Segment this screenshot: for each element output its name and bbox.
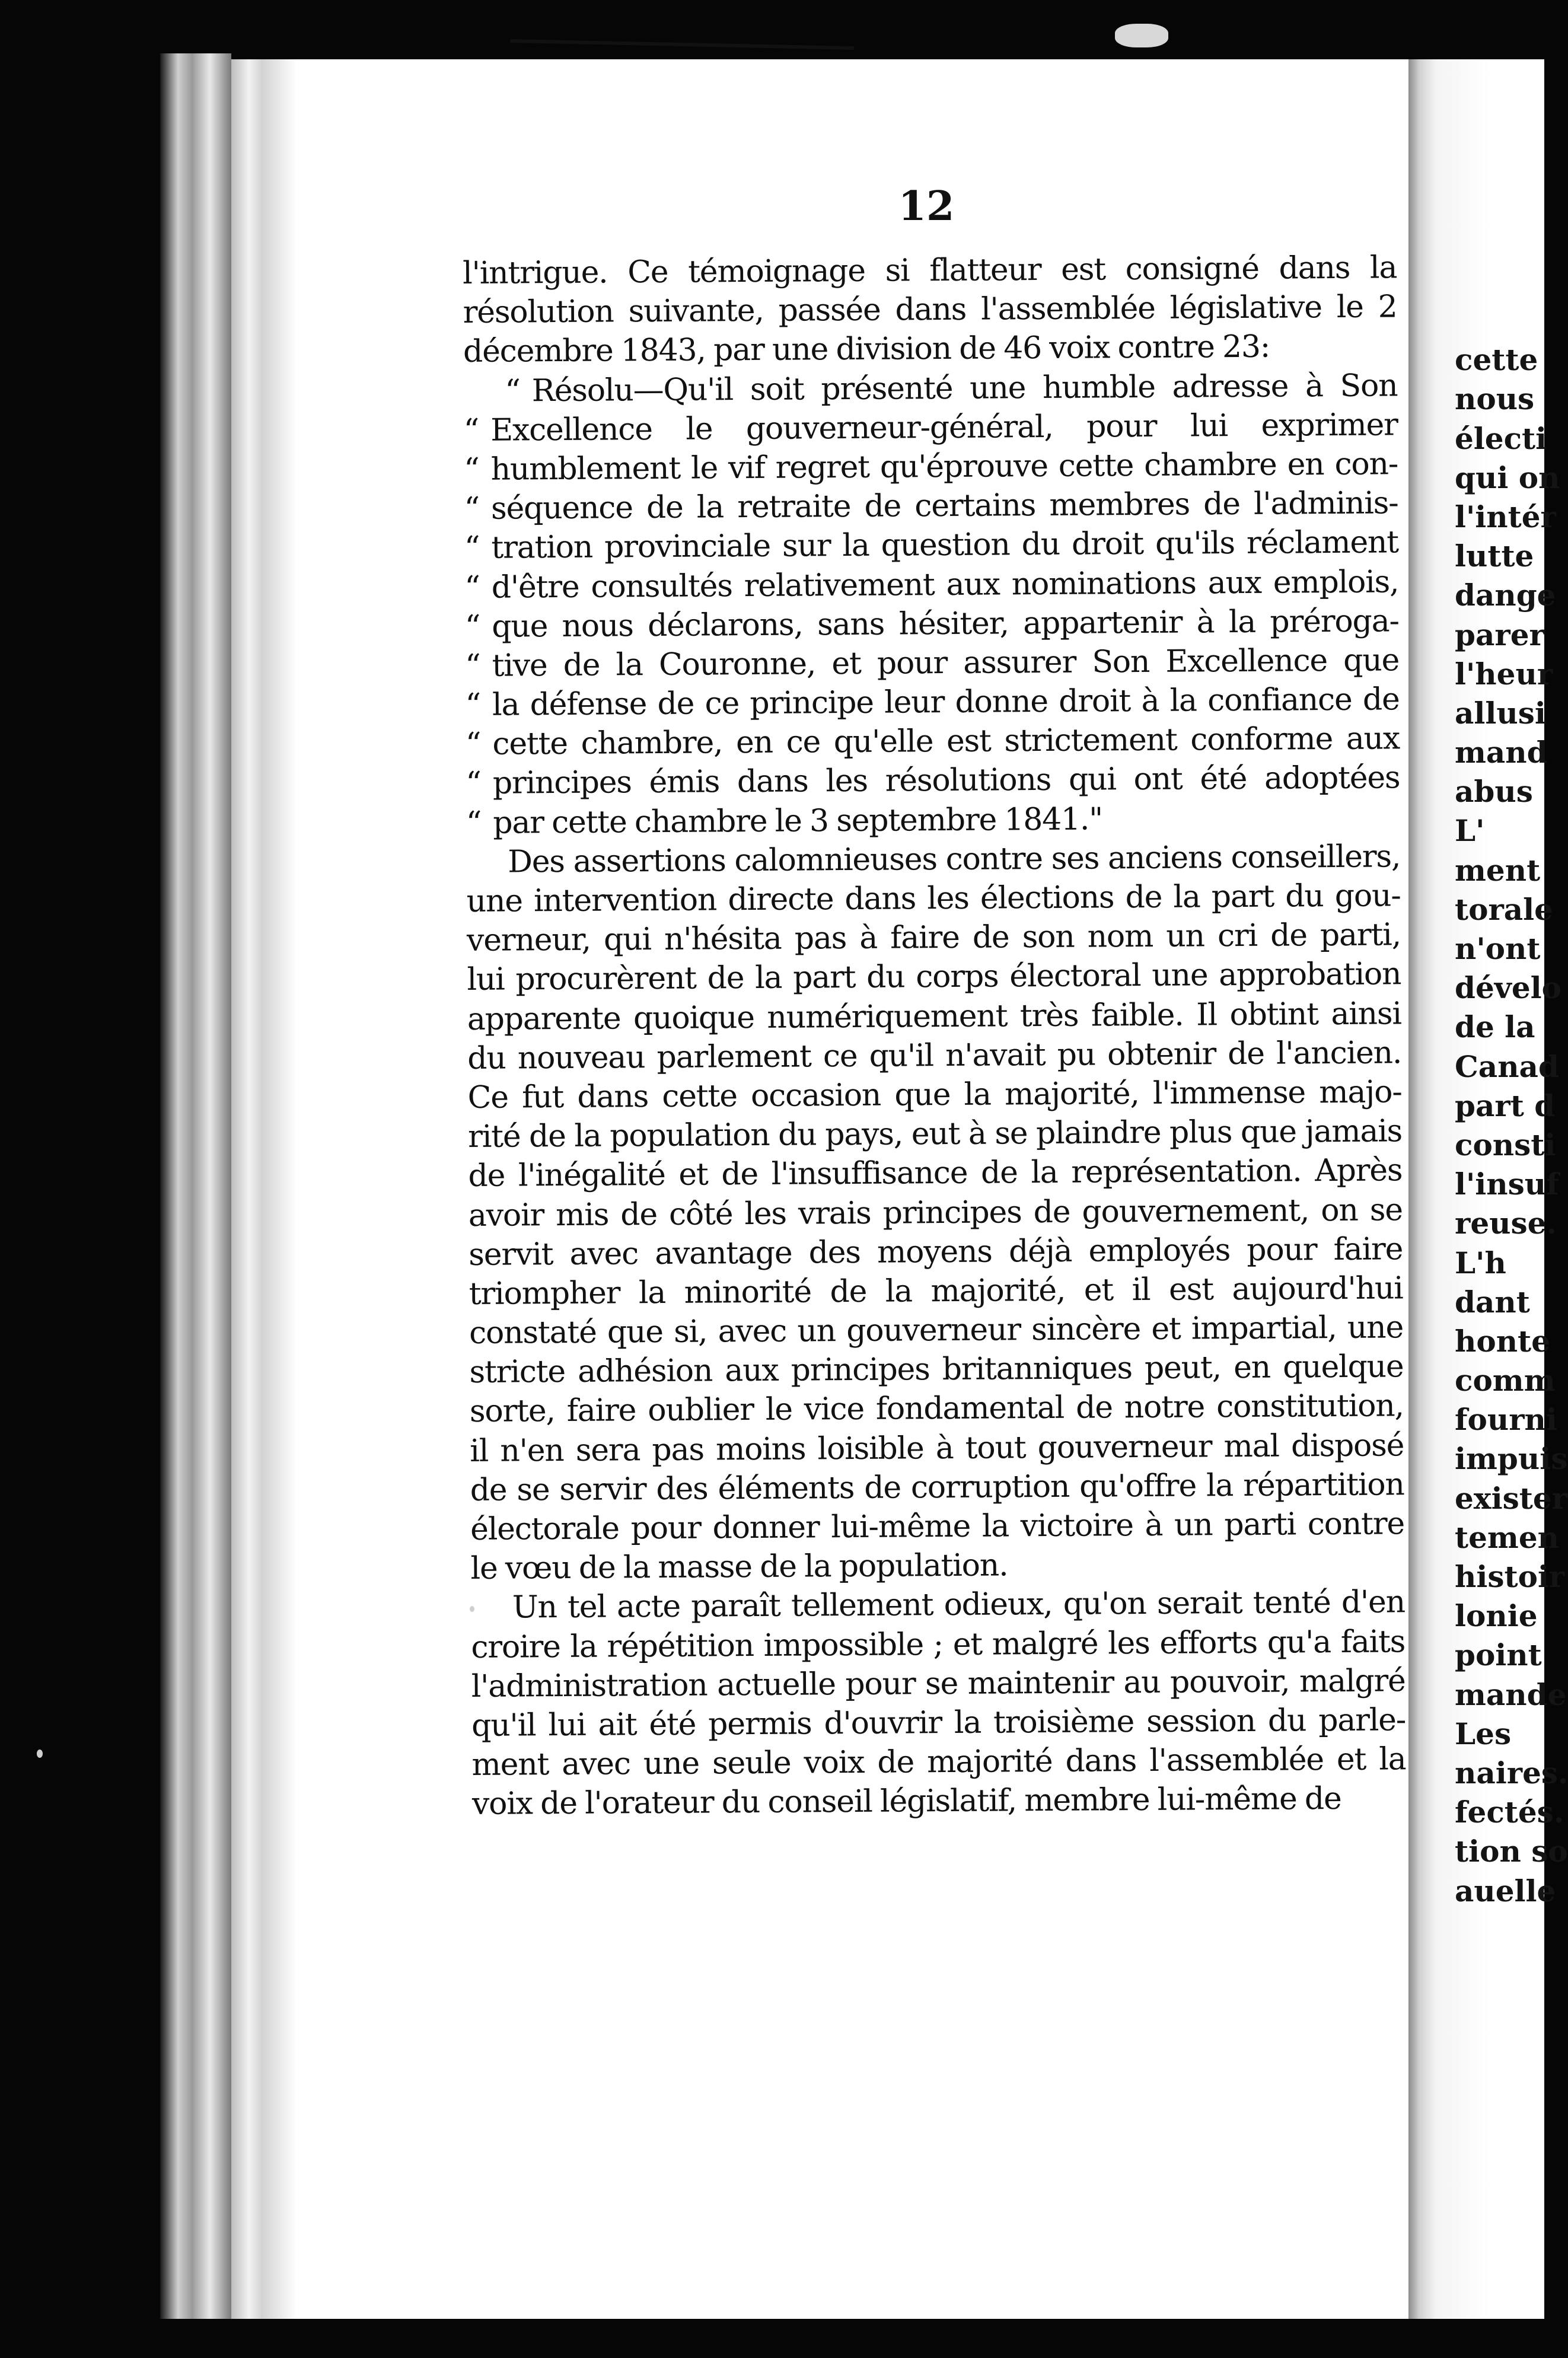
text-line bbox=[464, 444, 1398, 489]
text-line bbox=[470, 1465, 1404, 1510]
text-line-content: Un tel acte paraît tellement odieux, qu'on serait tenté d'en bbox=[512, 1584, 1406, 1626]
text-line-content: tive de la Couronne, et pour assurer Son Excellence que bbox=[492, 642, 1400, 684]
text-line-content: électorale pour donner lui-même la victoire à un parti contre bbox=[470, 1506, 1405, 1547]
next-page-line: lonie bbox=[1455, 1598, 1538, 1634]
text-line-content: principes émis dans les résolutions qui ont été adoptées bbox=[492, 760, 1400, 802]
book-spine bbox=[160, 53, 231, 2319]
next-page-line: l'insuf bbox=[1455, 1167, 1559, 1202]
next-page-line: l'intér bbox=[1455, 499, 1556, 534]
text-line-content: la défense de ce principe leur donne droit à la confiance de bbox=[492, 681, 1400, 723]
text-line-content: décembre 1843, par une division de 46 voix contre 23: bbox=[463, 329, 1270, 370]
text-line-content: Excellence le gouverneur-général, pour lui exprimer bbox=[490, 407, 1398, 448]
text-line-content: par cette chambre le 3 septembre 1841." bbox=[493, 801, 1103, 841]
next-page-line: L'h bbox=[1455, 1245, 1506, 1280]
next-page-line: l'heur bbox=[1455, 656, 1553, 692]
next-page-line: consti bbox=[1455, 1127, 1556, 1162]
text-line-content: séquence de la retraite de certains membres de l'adminis- bbox=[490, 485, 1398, 527]
next-page-line: qui on bbox=[1455, 460, 1560, 495]
text-line bbox=[467, 1072, 1401, 1117]
text-line bbox=[464, 405, 1398, 450]
next-page-line: dévelo bbox=[1455, 970, 1561, 1006]
text-line bbox=[471, 1700, 1406, 1745]
text-line-content: le vœu de la masse de la population. bbox=[470, 1547, 1008, 1587]
next-page-line bbox=[1455, 301, 1568, 340]
text-line-content: voix de l'orateur du conseil législatif, membre lui-même de bbox=[471, 1781, 1341, 1822]
next-page-line: parer bbox=[1455, 617, 1545, 652]
scan-speck bbox=[470, 1606, 474, 1612]
quote-mark: “ bbox=[464, 490, 480, 527]
quote-mark: “ bbox=[466, 805, 482, 841]
page-left-edge bbox=[231, 59, 261, 2319]
text-line bbox=[466, 837, 1400, 882]
text-line-content: avoir mis de côté les vrais principes de gouvernement, on se bbox=[468, 1191, 1403, 1234]
next-page-line: tion so bbox=[1455, 1834, 1568, 1869]
text-line bbox=[469, 1190, 1403, 1235]
text-line-content: Ce fut dans cette occasion que la majorité, l'immense majo- bbox=[467, 1074, 1402, 1116]
next-page-line: temen bbox=[1455, 1519, 1559, 1555]
text-line bbox=[470, 1426, 1404, 1471]
next-page-line: naires. bbox=[1455, 1755, 1568, 1790]
text-line-content: ment avec une seule voix de majorité dans l'assemblée et la bbox=[471, 1741, 1406, 1783]
page-gutter-shadow bbox=[261, 59, 297, 2319]
next-page-line: dange bbox=[1455, 578, 1556, 613]
text-line-content: Des assertions calomnieuses contre ses anciens conseillers, bbox=[508, 839, 1401, 880]
text-line-content: apparente quoique numériquement très faible. Il obtint ainsi bbox=[467, 995, 1401, 1037]
text-line bbox=[470, 1504, 1404, 1549]
text-line bbox=[468, 1151, 1402, 1196]
text-line bbox=[463, 366, 1397, 411]
text-line-content: il n'en sera pas moins loisible à tout gouverneur mal disposé bbox=[470, 1427, 1404, 1469]
text-line bbox=[463, 288, 1397, 333]
next-page-line: allusi bbox=[1455, 695, 1546, 731]
text-line bbox=[464, 562, 1398, 607]
text-line-content: l'administration actuelle pour se maintenir au pouvoir, malgré bbox=[471, 1663, 1406, 1704]
text-line bbox=[466, 719, 1400, 764]
scan-artifact-corner bbox=[1115, 24, 1168, 47]
text-line bbox=[464, 523, 1398, 568]
quote-mark: “ bbox=[464, 451, 479, 487]
next-page-line: exister bbox=[1455, 1480, 1568, 1516]
text-line-content: qu'il lui ait été permis d'ouvrir la troisième session du parle- bbox=[471, 1702, 1406, 1744]
next-page-line: nous bbox=[1455, 381, 1535, 417]
text-line-content: une intervention directe dans les élections de la part du gou- bbox=[466, 878, 1401, 919]
text-line-content: que nous déclarons, sans hésiter, appartenir à la préroga- bbox=[492, 603, 1399, 645]
text-line-content: servit avec avantage des moyens déjà employés pour faire bbox=[469, 1231, 1403, 1273]
text-line bbox=[472, 1779, 1406, 1824]
text-line bbox=[468, 1111, 1402, 1156]
next-page-line: ment bbox=[1455, 852, 1541, 888]
text-line bbox=[471, 1622, 1405, 1667]
text-line bbox=[463, 248, 1397, 293]
page-number: 12 bbox=[898, 183, 955, 230]
text-line bbox=[470, 1387, 1404, 1432]
text-line bbox=[471, 1583, 1405, 1628]
text-line bbox=[467, 916, 1401, 961]
text-line bbox=[467, 955, 1401, 1000]
text-line-content: humblement le vif regret qu'éprouve cette chambre en con- bbox=[490, 446, 1398, 487]
text-line-content: Résolu—Qu'il soit présenté une humble adresse à Son bbox=[531, 367, 1398, 409]
next-page-line: mand bbox=[1455, 735, 1548, 770]
next-page-line: impuis bbox=[1455, 1441, 1568, 1477]
next-page-line: histoir bbox=[1455, 1559, 1565, 1594]
text-line-content: sorte, faire oublier le vice fondamental de notre constitution, bbox=[469, 1388, 1404, 1430]
text-line bbox=[465, 601, 1399, 646]
next-page-line: honte bbox=[1455, 1323, 1550, 1359]
next-page-line: auelle bbox=[1455, 1873, 1556, 1908]
text-line-content: rité de la population du pays, eut à se plaindre plus que jamais bbox=[467, 1113, 1403, 1155]
text-line bbox=[469, 1308, 1403, 1353]
text-line bbox=[470, 1544, 1404, 1589]
scan-speck bbox=[37, 1750, 43, 1758]
text-line bbox=[466, 798, 1400, 843]
next-page-line: fectés. bbox=[1455, 1795, 1564, 1830]
text-line-content: du nouveau parlement ce qu'il n'avait pu obtenir de l'ancien. bbox=[467, 1035, 1402, 1076]
quote-mark: “ bbox=[464, 569, 480, 606]
text-line-content: constaté que si, avec un gouverneur sincère et impartial, une bbox=[469, 1309, 1404, 1352]
next-page-line: reuse. bbox=[1455, 1206, 1557, 1241]
text-line-content: croire la répétition impossible ; et malgré les efforts qu'a faits bbox=[471, 1623, 1406, 1665]
text-line bbox=[469, 1269, 1403, 1314]
next-page-line: mande bbox=[1455, 1677, 1567, 1712]
text-line-content: tration provinciale sur la question du droit qu'ils réclament bbox=[491, 524, 1399, 566]
text-line bbox=[467, 994, 1401, 1039]
text-line bbox=[463, 327, 1397, 372]
next-page-line: part d bbox=[1455, 1088, 1556, 1123]
next-page-line: point bbox=[1455, 1637, 1542, 1673]
text-line-content: stricte adhésion aux principes britanniques peut, en quelque bbox=[469, 1349, 1404, 1391]
text-line bbox=[471, 1739, 1406, 1785]
next-page-line: électi bbox=[1455, 420, 1547, 456]
text-line bbox=[464, 483, 1398, 528]
next-page-line: fourni bbox=[1455, 1402, 1557, 1438]
quote-mark: “ bbox=[505, 372, 520, 409]
quote-mark: “ bbox=[466, 766, 482, 802]
next-page-edge bbox=[1408, 59, 1568, 2319]
text-line bbox=[465, 641, 1399, 686]
quote-mark: “ bbox=[464, 530, 480, 566]
quote-mark: “ bbox=[464, 608, 480, 645]
text-line bbox=[466, 759, 1400, 804]
text-line-content: l'intrigue. Ce témoignage si flatteur est consigné dans la bbox=[463, 250, 1397, 291]
next-page-line: n'ont bbox=[1455, 931, 1541, 966]
next-page-line: Les bbox=[1455, 1716, 1512, 1751]
quote-mark: “ bbox=[465, 726, 481, 763]
text-line bbox=[467, 1033, 1401, 1078]
next-page-line: de la bbox=[1455, 1009, 1535, 1045]
text-line bbox=[469, 1229, 1403, 1274]
next-page-line: lutte bbox=[1455, 538, 1534, 574]
text-line bbox=[466, 876, 1400, 921]
next-page-line: Canad bbox=[1455, 1049, 1559, 1084]
next-page-line: dant bbox=[1455, 1284, 1530, 1320]
text-line-content: cette chambre, en ce qu'elle est strictement conforme aux bbox=[492, 721, 1400, 762]
text-line-content: triompher la minorité de la majorité, et il est aujourd'hui bbox=[469, 1270, 1403, 1312]
next-page-line: abus bbox=[1455, 774, 1533, 810]
text-line bbox=[471, 1661, 1406, 1706]
next-page-text bbox=[1455, 301, 1568, 1911]
text-line-content: d'être consultés relativement aux nominations aux emplois, bbox=[491, 563, 1399, 606]
text-line-content: de l'inégalité et de l'insuffisance de la représentation. Après bbox=[468, 1152, 1403, 1194]
next-page-line: comm bbox=[1455, 1363, 1556, 1398]
next-page-line: torale bbox=[1455, 891, 1553, 927]
text-line-content: verneur, qui n'hésita pas à faire de son nom un cri de parti, bbox=[466, 917, 1401, 959]
quote-mark: “ bbox=[465, 687, 481, 724]
text-line-content: résolution suivante, passée dans l'assemblée législative le 2 bbox=[463, 289, 1397, 331]
text-line bbox=[465, 680, 1399, 725]
text-line-content: de se servir des éléments de corruption qu'offre la répartition bbox=[470, 1467, 1404, 1508]
next-page-line: L' bbox=[1455, 813, 1485, 849]
quote-mark: “ bbox=[463, 412, 479, 448]
quote-mark: “ bbox=[465, 648, 480, 684]
text-line-content: lui procurèrent de la part du corps électoral une approbation bbox=[467, 956, 1401, 998]
text-line bbox=[469, 1347, 1403, 1393]
page-text-block bbox=[463, 248, 1406, 1824]
next-page-line: cette bbox=[1455, 342, 1538, 378]
